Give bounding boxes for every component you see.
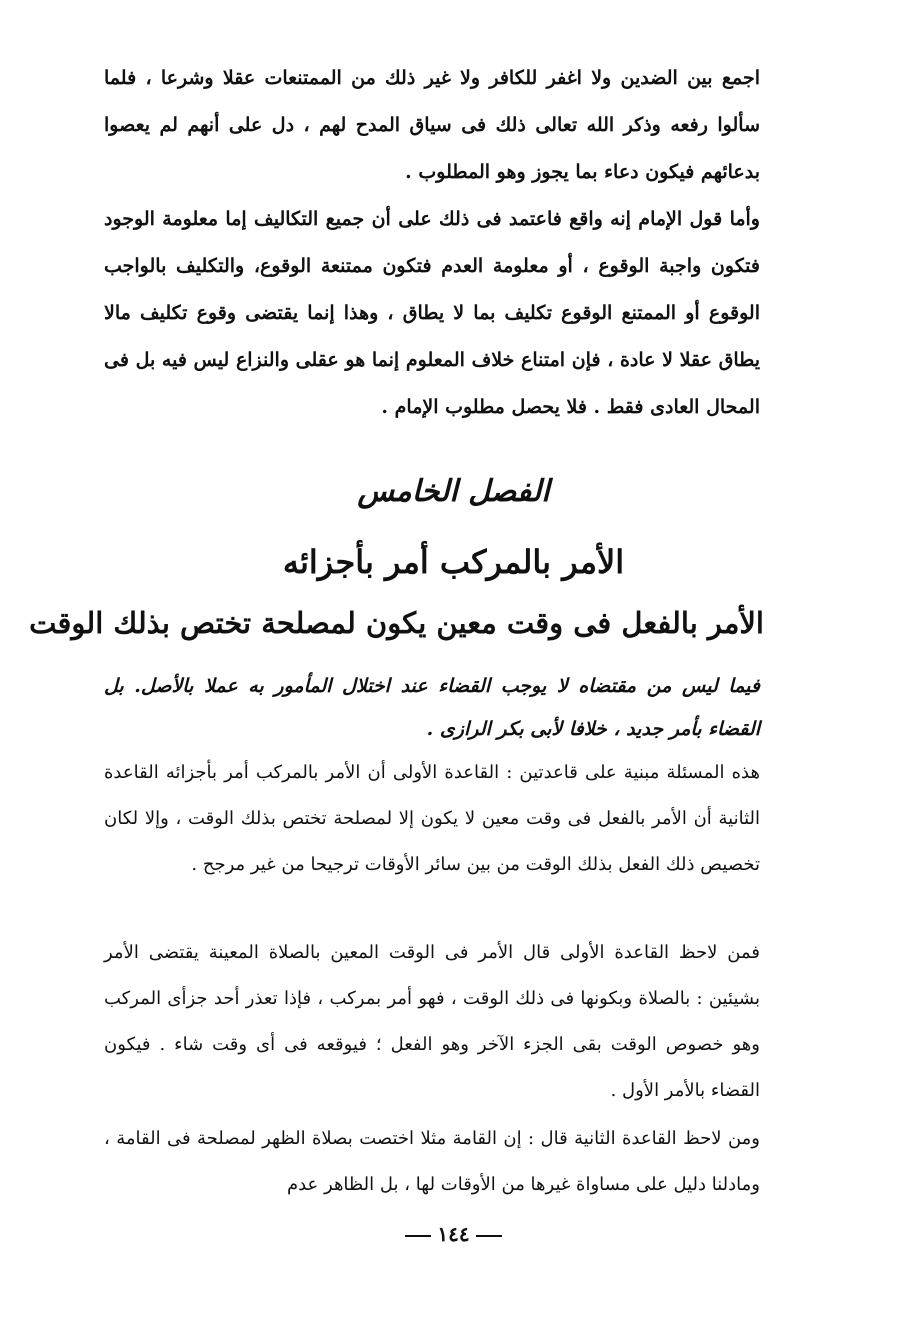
paragraph-3: هذه المسئلة مبنية على قاعدتين : القاعدة الأولى أن الأمر بالمركب أمر بأجزائه القاعدة الثانية أن الأمر بالفعل فى وقت معين لا يكون إلا لمصلحة تختص بذلك الوقت ، وإلا لكان تخصيص ذلك الفعل بذلك الوقت من بين سائر الأوقات ترجيحا من غير مرجح . [104,762,760,875]
paragraph-4: فمن لاحظ القاعدة الأولى قال الأمر فى الوقت المعين بالصلاة المعينة يقتضى الأمر بشيئين : بالصلاة وبكونها فى ذلك الوقت ، فهو أمر بمركب ، فإذا تعذر أحد جزأى المركب وهو خصوص الوقت بقى الجزء الآخر وهو الفعل ؛ فيوقعه فى أى وقت شاء . فيكون القضاء بالأمر الأول . [104,942,760,1101]
section-heading-1: الأمر بالمركب أمر بأجزائه [282,543,625,581]
paragraph-5: ومن لاحظ القاعدة الثانية قال : إن القامة مثلا اختصت بصلاة الظهر لمصلحة فى القامة ، ومادلنا دليل على مساواة غيرها من الأوقات لها ، بل الظاهر عدم [104,1128,760,1195]
right-dash [476,1235,502,1237]
paragraph-1: اجمع بين الضدين ولا اغفر للكافر ولا غير ذلك من الممتنعات عقلا وشرعا ، فلما سألوا رفعه وذكر الله تعالى ذلك فى سياق المدح لهم ، دل على أنهم لم يعصوا بدعائهم فيكون دعاء بما يجوز وهو المطلوب . [104,67,760,183]
page-number-text: ١٤٤ [437,1222,470,1246]
heading-continuation: فيما ليس من مقتضاه لا يوجب القضاء عند اختلال المأمور به عملا بالأصل. بل القضاء بأمر جديد ، خلافا لأبى بكر الرازى . [104,675,760,740]
page-number [0,1222,907,1246]
chapter-title: الفصل الخامس [357,474,550,509]
left-dash [405,1235,431,1237]
paragraph-2: وأما قول الإمام إنه واقع فاعتمد فى ذلك على أن جميع التكاليف إما معلومة الوجود فتكون واجبة الوقوع ، أو معلومة العدم فتكون ممتنعة الوقوع، والتكليف بالواجب الوقوع أو الممتنع الوقوع تكليف بما لا يطاق ، وهذا إنما يقتضى وقوع تكليف مالا يطاق عقلا لا عادة ، فإن امتناع خلاف المعلوم إنما هو عقلى والنزاع ليس فيه بل فى المحال العادى فقط . فلا يحصل مطلوب الإمام . [104,208,760,418]
section-heading-2: الأمر بالفعل فى وقت معين يكون لمصلحة تختص بذلك الوقت [29,606,764,640]
